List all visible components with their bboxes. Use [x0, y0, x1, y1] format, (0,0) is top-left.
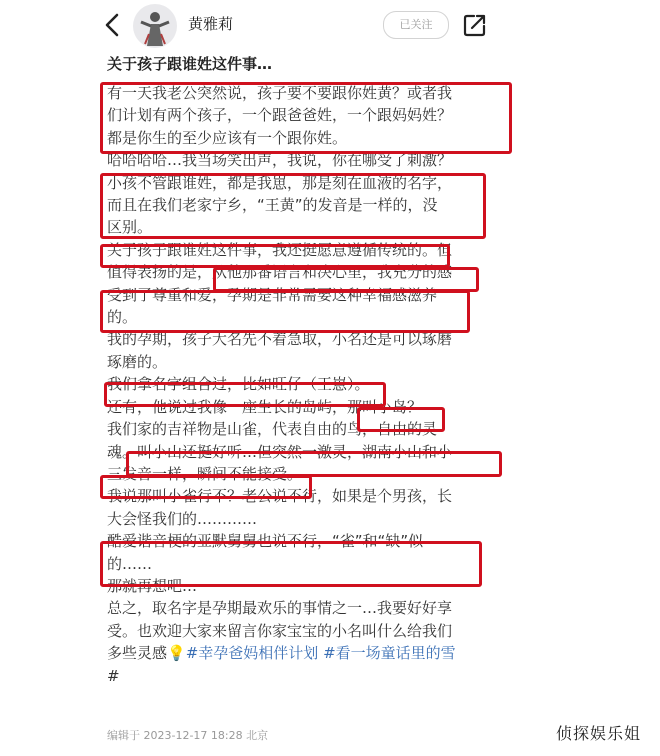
avatar[interactable]	[133, 4, 177, 48]
highlight-box	[126, 451, 502, 477]
text-line: 大会怪我们的…………	[107, 509, 258, 528]
highlight-box	[100, 82, 512, 154]
text-line: #	[107, 666, 120, 685]
text-line: 我们拿名字组合过，比如旺仔（王崽）。	[107, 375, 370, 394]
text-line: 的。	[107, 308, 138, 327]
share-icon[interactable]	[462, 12, 488, 38]
highlight-box	[100, 290, 470, 333]
back-arrow-icon[interactable]	[100, 10, 126, 40]
author-name[interactable]: 黄雅莉	[188, 15, 234, 33]
text-line: 关于孩子跟谁姓这件事，我还挺愿意遵循传统的。但	[107, 240, 453, 259]
text-line: 哈哈哈哈…我当场笑出声，我说，你在哪受了刺激？	[107, 151, 453, 170]
text-line: 琢磨的。	[107, 352, 168, 371]
text-line: 三发音一样，瞬间不能接受。	[107, 464, 303, 483]
text-line-with-tags	[107, 642, 511, 664]
text-line: 酷爱谐音梗的亚默舅舅也说不行，“雀”和“缺”似	[107, 532, 424, 551]
text-line: 我说那叫小雀行不？老公说不行，如果是个男孩，长	[107, 487, 453, 506]
text-segment: 多些灵感	[107, 644, 168, 663]
highlight-box	[213, 267, 479, 292]
highlight-box	[100, 173, 486, 239]
highlight-box	[100, 244, 450, 268]
lightbulb-icon: 💡	[167, 644, 186, 663]
text-line: 受。也欢迎大家来留言你家宝宝的小名叫什么给我们	[107, 621, 453, 640]
text-line: 我的孕期，孩子大名先不着急取，小名还是可以琢磨	[107, 330, 453, 349]
follow-button[interactable]: 已关注	[383, 11, 449, 39]
highlight-box	[100, 541, 482, 587]
text-line: 都是你生的至少应该有一个跟你姓。	[107, 128, 348, 147]
hashtag-link[interactable]: #幸孕爸妈相伴计划	[185, 644, 319, 663]
text-line: 而且在我们老家宁乡，“王黄”的发音是一样的，没	[107, 196, 438, 215]
text-line: 受到了尊重和爱，孕期是非常需要这种幸福感滋养	[107, 285, 438, 304]
hashtag-link[interactable]: #看一场童话里的雪	[323, 644, 456, 663]
highlight-box	[100, 475, 312, 499]
text-line: 有一天我老公突然说，孩子要不要跟你姓黄？或者我	[107, 84, 453, 102]
text-line: 我们家的吉祥物是山雀，代表自由的鸟，自由的灵	[107, 420, 438, 439]
text-line: 小孩不管跟谁姓，都是我崽，那是刻在血液的名字，	[107, 173, 453, 192]
text-line: 们计划有两个孩子，一个跟爸爸姓，一个跟妈妈姓？	[107, 106, 453, 125]
edit-timestamp: 编辑于 2023-12-17 18:28 北京	[107, 729, 269, 742]
text-line: 的……	[107, 554, 153, 573]
text-line: 总之，取名字是孕期最欢乐的事情之一…我要好好享	[107, 599, 453, 618]
top-bar	[0, 0, 660, 52]
watermark: 侦探娱乐姐	[556, 724, 642, 743]
post-title: 关于孩子跟谁姓这件事…	[107, 55, 273, 73]
highlight-box	[357, 407, 445, 432]
text-line: 还有，他说过我像一座生长的岛屿，那叫小岛？	[107, 397, 423, 416]
text-line: 那就再想吧…	[107, 576, 198, 595]
text-line: 值得表扬的是，从他那番语言和决心里，我充分的感	[107, 263, 453, 282]
text-line: 区别。	[107, 218, 153, 237]
text-line: 魂。叫小山还挺好听…但突然一激灵，湖南小山和小	[107, 442, 453, 461]
highlight-box	[104, 382, 386, 407]
